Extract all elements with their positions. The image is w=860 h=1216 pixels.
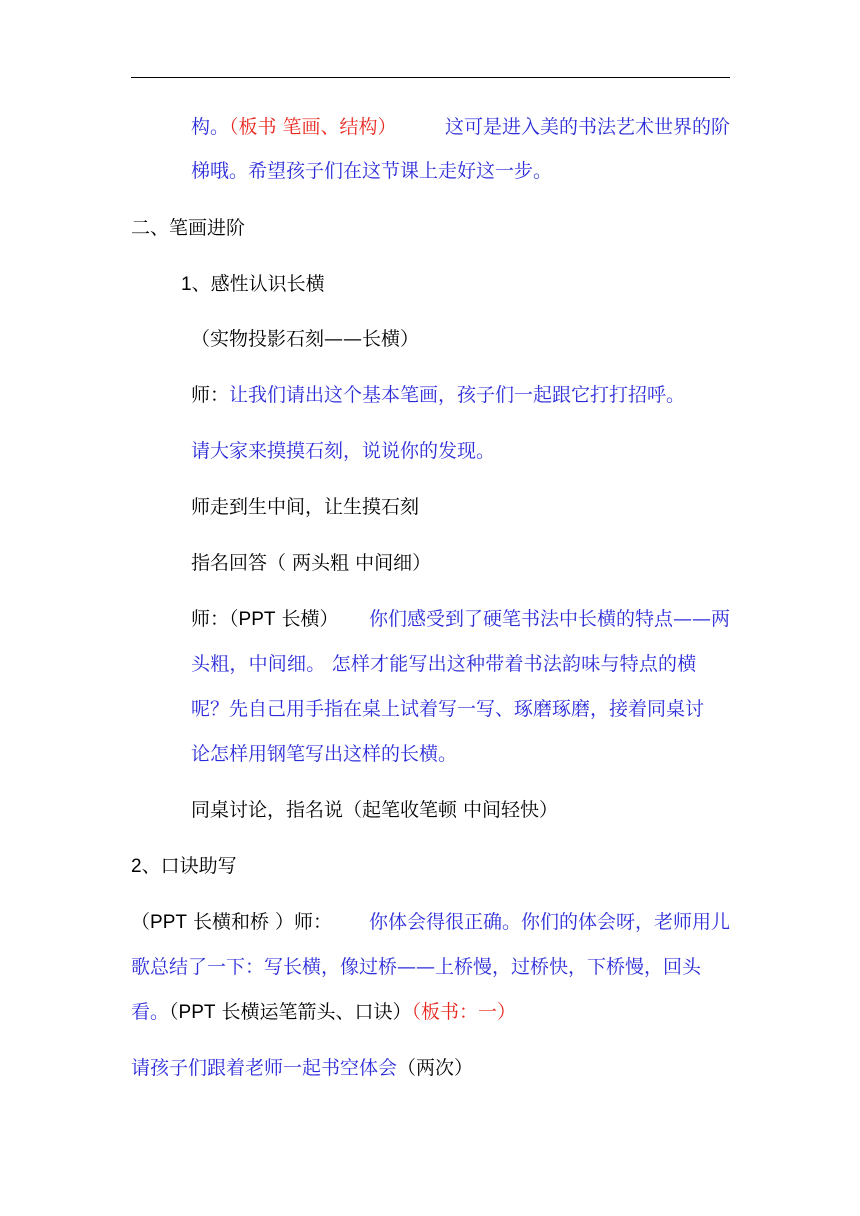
text-run: （两次） (397, 1057, 474, 1079)
subsection-number: 2 (131, 856, 142, 877)
paragraph-line: 论怎样用钢笔写出这样的长横。 (191, 743, 458, 765)
text-run: 构。 (191, 116, 230, 138)
paragraph-line (191, 114, 730, 140)
speaker-label: 师：（ (191, 608, 239, 630)
text-run: 你们感受到了硬笔书法中长横的特点——两 (368, 608, 730, 630)
paragraph-line: （实物投影石刻——长横） (191, 328, 420, 350)
text-run: 长横运笔箭头、口诀） (215, 1001, 412, 1023)
paragraph-line (131, 999, 516, 1026)
speaker-label: 长横和桥 ）师： (186, 911, 333, 933)
paragraph-line: 指名回答（ 两头粗 中间细） (191, 552, 432, 574)
board-note: （板书：一） (411, 1001, 517, 1023)
text-run: 长横） (275, 608, 339, 630)
paragraph-line: 头粗，中间细。 怎样才能写出这种带着书法韵味与特点的横 (191, 653, 697, 675)
subsection-title: 、口诀助写 (141, 855, 237, 877)
text-run: PPT (178, 1002, 216, 1023)
text-run: PPT (150, 912, 187, 933)
text-segment (191, 606, 339, 633)
header-rule (131, 77, 730, 78)
text-run: （ (131, 911, 151, 933)
paragraph-line: 梯哦。希望孩子们在这节课上走好这一步。 (191, 160, 553, 182)
subsection-heading (181, 271, 325, 298)
text-run: 让我们请出这个基本笔画，孩子们一起跟它打打招呼。 (229, 384, 686, 406)
paragraph-line (131, 1055, 473, 1081)
text-run: 看。 (131, 1001, 170, 1023)
text-run: PPT (238, 609, 276, 630)
section-heading: 二、笔画进阶 (131, 217, 246, 239)
paragraph-line: 呢？先自己用手指在桌上试着写一写、琢磨琢磨，接着同桌讨 (191, 698, 705, 720)
board-note: （板书 笔画、结构） (229, 116, 397, 138)
paragraph-line (191, 606, 730, 633)
text-segment (191, 114, 397, 140)
subsection-number: 1 (181, 274, 192, 295)
text-run: 这可是进入美的书法艺术世界的阶 (444, 116, 730, 138)
paragraph-line: 请大家来摸摸石刻，说说你的发现。 (191, 440, 496, 462)
paragraph-line: 歌总结了一下：写长横，像过桥——上桥慢，过桥快，下桥慢，回头 (131, 956, 702, 978)
subsection-title: 、感性认识长横 (191, 273, 325, 295)
paragraph-line (191, 382, 685, 408)
paragraph-line (131, 909, 730, 936)
text-run: （ (169, 1001, 179, 1023)
paragraph-line: 同桌讨论，指名说（起笔收笔顿 中间轻快） (191, 799, 559, 821)
subsection-heading (131, 853, 237, 880)
text-run: 请孩子们跟着老师一起书空体会 (131, 1057, 398, 1079)
text-run: 你体会得很正确。你们的体会呀，老师用儿 (368, 911, 730, 933)
paragraph-line: 师走到生中间，让生摸石刻 (191, 496, 420, 518)
text-segment (131, 909, 332, 936)
speaker-label: 师： (191, 384, 230, 406)
